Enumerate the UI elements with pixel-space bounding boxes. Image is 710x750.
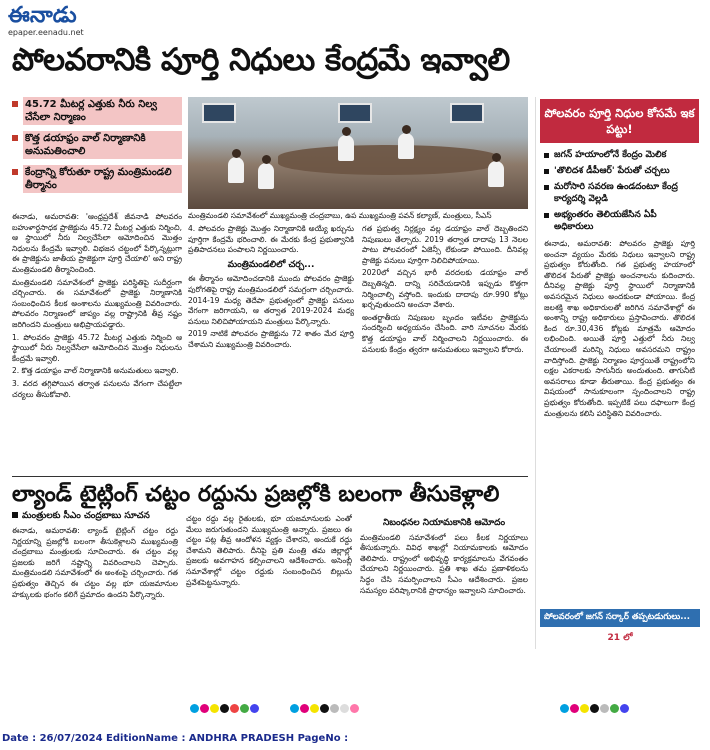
bullet-square-icon bbox=[12, 169, 18, 175]
epaper-url: epaper.eenadu.net bbox=[8, 28, 84, 37]
story2-column-3: నిబంధనల నియామకానికి ఆమోదం మంత్రిమండలి సమావేశంలో పలు కీలక నిర్ణయాలు తీసుకున్నారు. వివిధ శాఖల్లో నియామకాలకు ఆమోదం తెలిపారు. రాష్ట్రంలో అభివృద్ధి కార్యక్రమాలను వేగవంతం చేయాలని నిర్ణయించారు. ప్రతి శాఖ తమ ప్రణాళికలను సిద్ధం చేసి సమర్పించాలని సీఎం ఆదేశించారు. ప్రజల సమస్యల పరిష్కారానికి ప్రాధాన్యం ఇవ్వాలని సూచించారు. bbox=[360, 518, 528, 595]
color-swatch bbox=[580, 704, 589, 713]
sidebar-bullet-list bbox=[544, 149, 695, 233]
color-swatch bbox=[190, 704, 199, 713]
person-head bbox=[342, 127, 351, 136]
color-swatch bbox=[230, 704, 239, 713]
bullet-dot-icon bbox=[544, 153, 549, 158]
bullet-item: కేంద్రాన్ని కోరుతూ రాష్ట్ర మంత్రిమండలి తీర్మానం bbox=[12, 165, 182, 193]
cabinet-meeting-photo bbox=[188, 97, 528, 209]
color-swatch bbox=[250, 704, 259, 713]
person-figure bbox=[338, 135, 354, 161]
page-number-label: PageNo : bbox=[297, 733, 349, 744]
color-swatch bbox=[210, 704, 219, 713]
screen-icon bbox=[338, 103, 372, 123]
person-head bbox=[492, 153, 501, 162]
color-swatch bbox=[600, 704, 609, 713]
bullet-item: కొత్త డయాఫ్రం వాల్ నిర్మాణానికి అనుమతించాలి bbox=[12, 131, 182, 159]
color-swatch bbox=[570, 704, 579, 713]
registration-color-bar bbox=[290, 704, 360, 713]
continued-page-ref: 21 లో bbox=[607, 633, 633, 643]
bullet-square-icon bbox=[12, 101, 18, 107]
sidebar-body: ఈనాడు, అమరావతి: పోలవరం ప్రాజెక్టు పూర్తి అంచనా వ్యయం మేరకు నిధులు ఇవ్వాలని రాష్ట్ర ప్రభుత్వం కోరుతోంది. గత ప్రభుత్వ హయాంలో తొలిదశ పేరుతో ప్రాజెక్టు అంచనాలను కుదించారు. దీనివల్ల ప్రాజెక్టు పూర్తి స్థాయిలో నిర్మాణానికి అవసరమైన నిధులు అందకుండా పోయాయి. కేంద్ర జలశక్తి శాఖ అధికారులతో జరిగిన సమావేశాల్లో ఈ అంశాన్ని రాష్ట్ర అధికారులు ప్రస్తావించారు. తొలిదశ కింద రూ.30,436 కోట్లకు మాత్రమే ఆమోదం లభించింది. అయితే పూర్తి ఎత్తులో నీరు నిల్వ చేయాలంటే మరిన్ని నిధులు అవసరమని రాష్ట్రం వాదిస్తోంది. ప్రాజెక్టు నిర్మాణం పూర్తయితే రాష్ట్రంలోని లక్షల ఎకరాలకు సాగునీరు అందుతుంది. తాగునీటి అవసరాలు కూడా తీరుతాయి. కేంద్ర ప్రభుత్వం ఈ విషయంలో సానుకూలంగా స్పందించాలని రాష్ట్ర ప్రభుత్వం కోరుతోంది. ఇప్పటికే పలు దఫాలుగా కేంద్ర మంత్రులను కలిసి పరిస్థితిని వివరించారు. bbox=[544, 239, 695, 418]
bullet-square-icon bbox=[12, 512, 18, 518]
article-column-2: 4. పోలవరం ప్రాజెక్టు మొత్తం నిర్మాణానికి అయ్యే ఖర్చును పూర్తిగా కేంద్రమే భరించాలి. ఈ మేరకు కేంద్ర ప్రభుత్వానికి ప్రతిపాదనలు పంపాలని నిర్ణయించారు. మంత్రిమండలిలో చర్చ... ఈ తీర్మానం ఆమోదించడానికి ముందు పోలవరం ప్రాజెక్టు పురోగతిపై రాష్ట్ర మంత్రిమండలిలో సమగ్రంగా చర్చించారు. 2014-19 మధ్య తెదేపా ప్రభుత్వంలో ప్రాజెక్టు పనులు వేగంగా జరిగాయని, ఆ తర్వాత 2019-2024 మధ్య పనులు నిలిచిపోయాయని మంత్రులు పేర్కొన్నారు. 2019 నాటికే పోలవరం ప్రాజెక్టును 72 శాతం మేర పూర్తి చేశామని ముఖ్యమంత్రి వివరించారు. bbox=[188, 224, 354, 349]
story2-headline: ల్యాండ్ టైట్లింగ్ చట్టం రద్దును ప్రజల్లోకి బలంగా తీసుకెళ్లాలి bbox=[12, 481, 500, 507]
page-footer bbox=[2, 733, 348, 744]
color-swatch bbox=[320, 704, 329, 713]
person-figure bbox=[258, 163, 274, 189]
screen-icon bbox=[202, 103, 236, 123]
sidebar-story bbox=[535, 97, 703, 649]
section-divider bbox=[12, 476, 528, 477]
sidebar-bullet: జగన్ హయాంలోనే కేంద్రం మెలిక bbox=[544, 149, 695, 161]
story2-column-1: ఈనాడు, అమరావతి: ల్యాండ్ టైట్లింగ్ చట్టం రద్దు నిర్ణయాన్ని ప్రజల్లోకి బలంగా తీసుకెళ్లాలని ముఖ్యమంత్రి చంద్రబాబు మంత్రులకు సూచించారు. ఈ చట్టం వల్ల ప్రజలకు జరిగే నష్టాన్ని వివరించాలని చెప్పారు. మంత్రిమండలి సమావేశంలో ఈ అంశంపై చర్చించారు. గత ప్రభుత్వం తెచ్చిన ఈ చట్టం వల్ల భూ యజమానుల హక్కులకు భంగం కలిగే ప్రమాదం ఉందని పేర్కొన్నారు. bbox=[12, 526, 178, 599]
main-headline: పోలవరానికి పూర్తి నిధులు కేంద్రమే ఇవ్వాలి bbox=[12, 42, 510, 78]
person-figure bbox=[488, 161, 504, 187]
sidebar-bullet: 'తొలిదశ డీపీఆర్' పేరుతో చర్చలు bbox=[544, 165, 695, 177]
registration-color-bar bbox=[190, 704, 260, 713]
person-figure bbox=[228, 157, 244, 183]
person-head bbox=[262, 155, 271, 164]
sidebar-continuation-banner: పోలవరంలో జగన్ సర్కార్ తప్పటడుగులు... bbox=[540, 609, 700, 627]
bullet-dot-icon bbox=[544, 185, 549, 190]
color-swatch bbox=[560, 704, 569, 713]
color-swatch bbox=[240, 704, 249, 713]
story2-column-2: చట్టం రద్దు వల్ల రైతులకు, భూ యజమానులకు ఎంతో మేలు జరుగుతుందని ముఖ్యమంత్రి అన్నారు. ప్రజలు ఈ చట్టం పట్ల తీవ్ర ఆందోళన వ్యక్తం చేశారని, అందుకే రద్దు చేశామని తెలిపారు. దీనిపై ప్రతి మంత్రి తమ జిల్లాల్లో ప్రజలకు అవగాహన కల్పించాలని ఆదేశించారు. అసెంబ్లీ సమావేశాల్లో చట్టం రద్దుకు సంబంధించిన బిల్లును ప్రవేశపెట్టనున్నారు. bbox=[186, 514, 352, 587]
person-figure bbox=[398, 133, 414, 159]
person-head bbox=[402, 125, 411, 134]
screen-icon bbox=[450, 103, 484, 123]
article-column-3: గత ప్రభుత్వ నిర్లక్ష్యం వల్ల డయాఫ్రం వాల్ దెబ్బతిందని నిపుణులు తేల్చారు. 2019 తర్వాత దాదాపు 13 నెలల పాటు పోలవరంలో ఏజెన్సీ లేకుండా పోయింది. దీనివల్ల ప్రాజెక్టు పనులు పూర్తిగా నిలిచిపోయాయి. 2020లో వచ్చిన భారీ వరదలకు డయాఫ్రం వాల్ దెబ్బతిన్నది. దాన్ని సరిచేయడానికి ఇప్పుడు కొత్తగా నిర్మించాల్సి వస్తోంది. ఇందుకు దాదాపు రూ.990 కోట్లు ఖర్చవుతుందని అంచనా వేశారు. అంతర్జాతీయ నిపుణుల బృందం ఇటీవల ప్రాజెక్టును సందర్శించి అధ్యయనం చేసింది. వారి సూచనల మేరకు కొత్త డయాఫ్రం వాల్ నిర్మించాలని నిర్ణయించారు. ఈ పనులకు కేంద్రం త్వరగా అనుమతులు ఇవ్వాలని కోరారు. bbox=[362, 224, 528, 354]
color-swatch bbox=[610, 704, 619, 713]
color-swatch bbox=[300, 704, 309, 713]
column-subheading: నిబంధనల నియామకానికి ఆమోదం bbox=[382, 518, 506, 528]
sidebar-title: పోలవరం పూర్తి నిధుల కోసమే ఇక పట్టు! bbox=[540, 99, 699, 143]
person-head bbox=[232, 149, 241, 158]
color-swatch bbox=[220, 704, 229, 713]
bullet-dot-icon bbox=[544, 169, 549, 174]
newspaper-logo: ఈనాడు bbox=[8, 2, 77, 28]
color-swatch bbox=[310, 704, 319, 713]
color-swatch bbox=[590, 704, 599, 713]
date-label: Date : 26/07/2024 bbox=[2, 733, 103, 744]
conference-table bbox=[278, 145, 498, 175]
registration-color-bar bbox=[560, 704, 630, 713]
bullet-item: 45.72 మీటర్ల ఎత్తుకు నీరు నిల్వ చేసేలా నిర్మాణం bbox=[12, 97, 182, 125]
photo-caption: మంత్రిమండలి సమావేశంలో ముఖ్యమంత్రి చంద్రబాబు, ఉప ముఖ్యమంత్రి పవన్ కల్యాణ్, మంత్రులు, సీఎస్ bbox=[188, 211, 492, 220]
sidebar-bullet: మరోసారి సవరణ ఉండదంటూ కేంద్ర కార్యదర్శి వెల్లడి bbox=[544, 181, 695, 205]
story2-subheading: మంత్రులకు సీఎం చంద్రబాబు సూచన bbox=[12, 511, 172, 523]
color-swatch bbox=[290, 704, 299, 713]
article-column-1: ఈనాడు, అమరావతి: 'ఆంధ్రప్రదేశ్ జీవనాడి పోలవరం బహుళార్థసాధక ప్రాజెక్టును 45.72 మీటర్ల ఎత్తుకు నిర్మించి, ఆ స్థాయిలో నీరు నిల్వచేసేలా ఆమోదించిన మొత్తం నిధులను కేంద్రమే ఇవ్వాలి. విభజన చట్టంలో పేర్కొన్నట్లుగా ఈ ప్రాజెక్టును జాతీయ ప్రాజెక్టుగా పూర్తి చేయాలి' అని రాష్ట్ర మంత్రిమండలి తీర్మానించింది. మంత్రిమండలి సమావేశంలో ప్రాజెక్టు పరిస్థితిపై సుదీర్ఘంగా చర్చించారు. ఈ సమావేశంలో ప్రాజెక్టు నిర్మాణానికి సంబంధించిన కీలక అంశాలను ముఖ్యమంత్రి వివరించారు. పోలవరం నిర్మాణంలో జాప్యం వల్ల రాష్ట్రానికి తీవ్ర నష్టం జరిగిందని మంత్రులు అభిప్రాయపడ్డారు. 1. పోలవరం ప్రాజెక్టు 45.72 మీటర్ల ఎత్తుకు నిర్మించి ఆ స్థాయిలో నీరు నిల్వచేసేలా ఆమోదించిన మొత్తం నిధులను కేంద్రమే ఇవ్వాలి. 2. కొత్త డయాఫ్రం వాల్ నిర్మాణానికి అనుమతులు ఇవ్వాలి. 3. వరద తగ్గిపోయిన తర్వాత పనులను వేగంగా చేపట్టేలా చర్యలు తీసుకోవాలి. bbox=[12, 212, 182, 399]
edition-label: EditionName : ANDHRA PRADESH bbox=[106, 733, 295, 744]
color-swatch bbox=[350, 704, 359, 713]
bullet-dot-icon bbox=[544, 213, 549, 218]
highlight-bullets bbox=[12, 97, 182, 209]
color-swatch bbox=[340, 704, 349, 713]
bullet-square-icon bbox=[12, 135, 18, 141]
color-swatch bbox=[620, 704, 629, 713]
sidebar-bullet: అభ్యంతరం తెలియజేసిన ఏపీ అధికారులు bbox=[544, 209, 695, 233]
color-swatch bbox=[330, 704, 339, 713]
color-swatch bbox=[200, 704, 209, 713]
column-subheading: మంత్రిమండలిలో చర్చ... bbox=[227, 259, 315, 270]
masthead bbox=[8, 4, 128, 38]
